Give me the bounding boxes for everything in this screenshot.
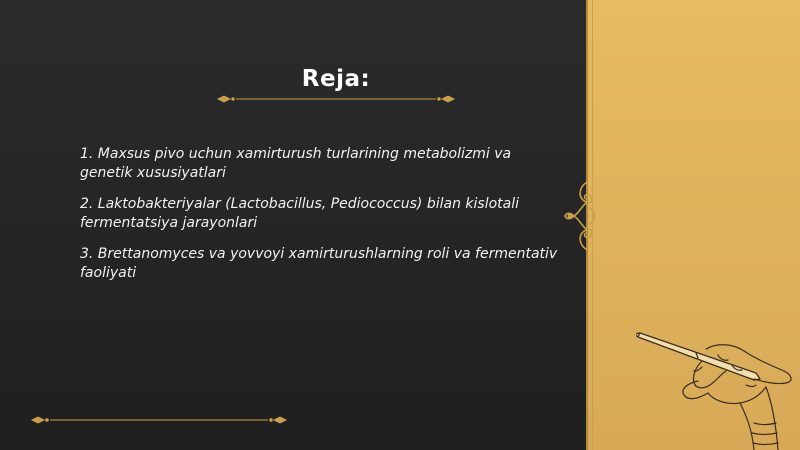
- scroll-ornament-icon: [560, 178, 600, 254]
- hand-with-pen-illustration: [636, 325, 800, 450]
- bottom-divider-ornament: [30, 415, 288, 425]
- agenda-item-3: 3. Brettanomyces va yovvoyi xamirturushlarning roli va fermentativ faoliyati: [80, 246, 558, 281]
- slide-title: Reja:: [301, 66, 371, 92]
- agenda-item-2: 2. Laktobakteriyalar (Lactobacillus, Pediococcus) bilan kislotali fermentatsiya jarayonlari: [80, 196, 519, 231]
- agenda-item-1: 1. Maxsus pivo uchun xamirturush turlarining metabolizmi va genetik xususiyatlari: [80, 146, 512, 181]
- title-divider-ornament: [216, 94, 456, 104]
- agenda-list: [80, 145, 560, 295]
